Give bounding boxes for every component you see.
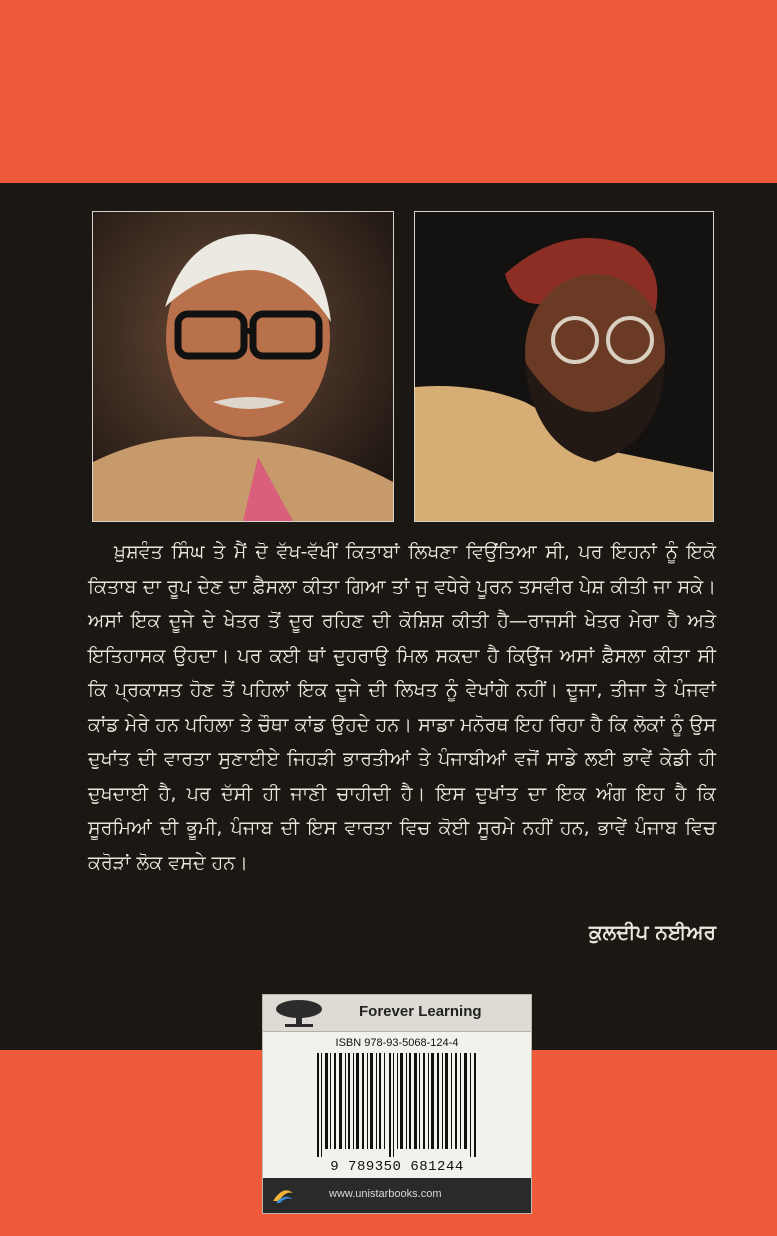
publisher-logo-icon — [271, 1185, 295, 1205]
barcode-bars — [315, 1053, 481, 1157]
barcode-number: 9 789350 681244 — [330, 1159, 464, 1175]
author-photo-left — [92, 211, 394, 522]
tree-logo-icon — [273, 998, 325, 1028]
isbn-label: ISBN 978-93-5068-124-4 — [335, 1037, 459, 1049]
imprint-header — [263, 995, 531, 1032]
back-cover-blurb — [88, 535, 716, 880]
top-color-band — [0, 0, 777, 183]
author-photo-right — [414, 211, 714, 522]
imprint-name: Forever Learning — [359, 1003, 482, 1020]
barcode-panel — [262, 994, 532, 1214]
publisher-strip — [263, 1178, 531, 1213]
blurb-paragraph: ਖ਼ੁਸ਼ਵੰਤ ਸਿੰਘ ਤੇ ਮੈਂ ਦੋ ਵੱਖ-ਵੱਖੀਂ ਕਿਤਾਬਾਂ ਲਿਖਣਾ ਵਿਉਂਤਿਆ ਸੀ, ਪਰ ਇਹਨਾਂ ਨੂੰ ਇਕੋ ਕਿਤਾਬ ਦਾ ਰੂਪ ਦੇਣ ਦਾ ਫ਼ੈਸਲਾ ਕੀਤਾ ਗਿਆ ਤਾਂ ਜੁ ਵਧੇਰੇ ਪੂਰਨ ਤਸਵੀਰ ਪੇਸ਼ ਕੀਤੀ ਜਾ ਸਕੇ। ਅਸਾਂ ਇਕ ਦੂਜੇ ਦੇ ਖੇਤਰ ਤੋਂ ਦੂਰ ਰਹਿਣ ਦੀ ਕੋਸ਼ਿਸ਼ ਕੀਤੀ ਹੈ—ਰਾਜਸੀ ਖੇਤਰ ਮੇਰਾ ਹੈ ਅਤੇ ਇਤਿਹਾਸਕ ਉਹਦਾ। ਪਰ ਕਈ ਥਾਂ ਦੁਹਰਾਉ ਮਿਲ ਸਕਦਾ ਹੈ ਕਿਉਂਜ ਅਸਾਂ ਫ਼ੈਸਲਾ ਕੀਤਾ ਸੀ ਕਿ ਪ੍ਰਕਾਸ਼ਤ ਹੋਣ ਤੋਂ ਪਹਿਲਾਂ ਇਕ ਦੂਜੇ ਦੀ ਲਿਖਤ ਨੂੰ ਵੇਖਾਂਗੇ ਨਹੀਂ। ਦੂਜਾ, ਤੀਜਾ ਤੇ ਪੰਜਵਾਂ ਕਾਂਡ ਮੇਰੇ ਹਨ ਪਹਿਲਾ ਤੇ ਚੌਥਾ ਕਾਂਡ ਉਹਦੇ ਹਨ। ਸਾਡਾ ਮਨੋਰਥ ਇਹ ਰਿਹਾ ਹੈ ਕਿ ਲੋਕਾਂ ਨੂੰ ਉਸ ਦੁਖਾਂਤ ਦੀ ਵਾਰਤਾ ਸੁਣਾਈਏ ਜਿਹੜੀ ਭਾਰਤੀਆਂ ਤੇ ਪੰਜਾਬੀਆਂ ਵਜੋਂ ਸਾਡੇ ਲਈ ਭਾਵੇਂ ਕੇਡੀ ਹੀ ਦੁਖਦਾਈ ਹੈ, ਪਰ ਦੱਸੀ ਹੀ ਜਾਣੀ ਚਾਹੀਦੀ ਹੈ। ਇਸ ਦੁਖਾਂਤ ਦਾ ਇਕ ਅੰਗ ਇਹ ਹੈ ਕਿ ਸੂਰਮਿਆਂ ਦੀ ਭੂਮੀ, ਪੰਜਾਬ ਦੀ ਇਸ ਵਾਰਤਾ ਵਿਚ ਕੋਈ ਸੂਰਮੇ ਨਹੀਂ ਹਨ, ਭਾਵੇਂ ਪੰਜਾਬ ਵਿਚ ਕਰੋੜਾਂ ਲੋਕ ਵਸਦੇ ਹਨ। — [88, 541, 716, 874]
publisher-website: www.unistarbooks.com — [329, 1188, 442, 1200]
author-signature: ਕੁਲਦੀਪ ਨਈਅਰ — [589, 920, 716, 944]
